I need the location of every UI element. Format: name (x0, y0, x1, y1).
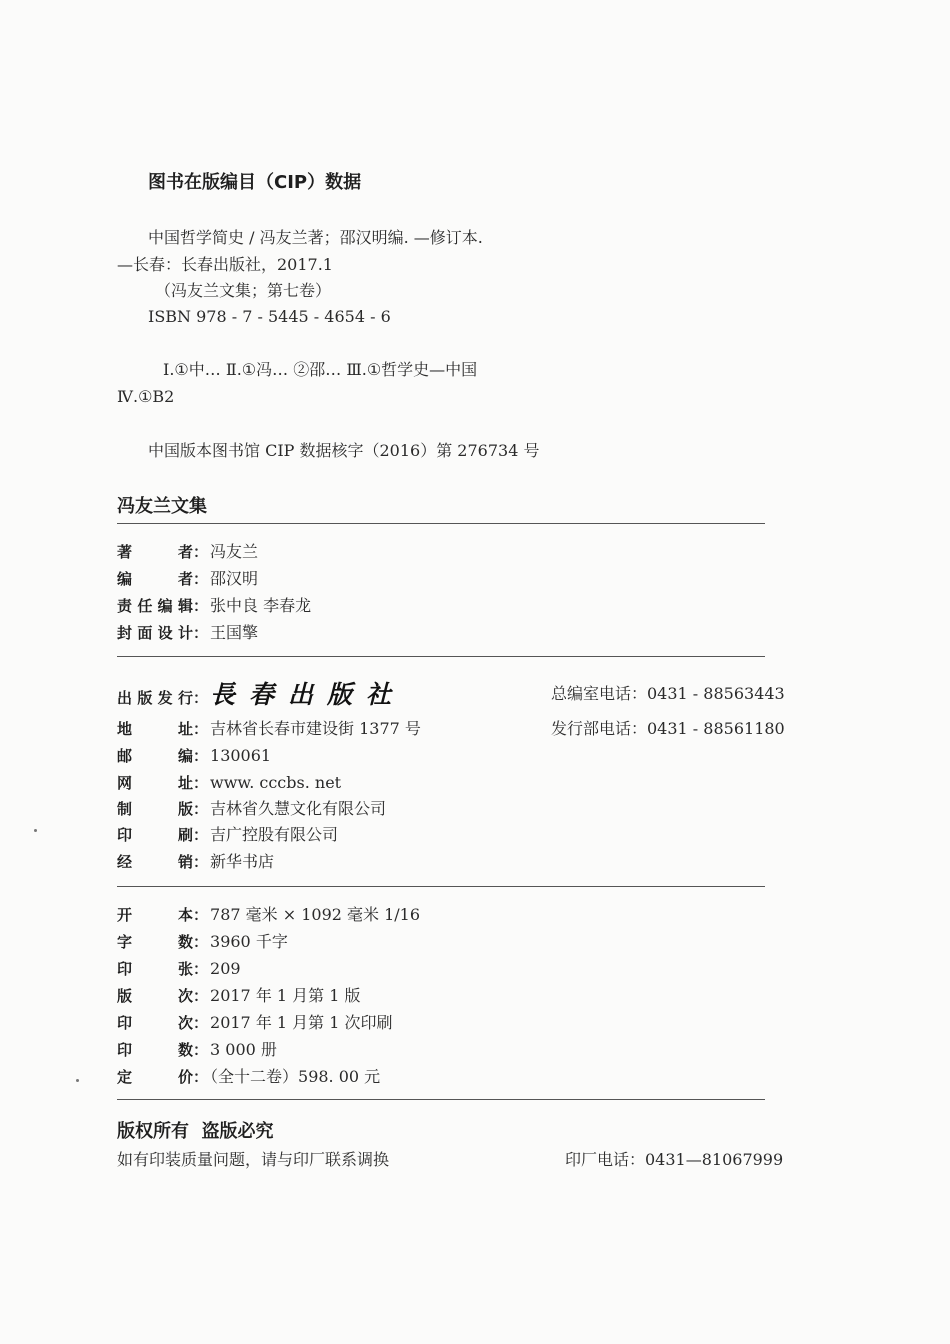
cip-series-line: （冯友兰文集；第七卷） (155, 281, 332, 300)
credit-label: 封面设计 (117, 624, 193, 642)
cip-isbn: ISBN 978 - 7 - 5445 - 4654 - 6 (148, 307, 391, 326)
info-value: 吉林省长春市建设街 1377 号 (210, 719, 421, 738)
spec-row (117, 931, 288, 953)
website-value: www. cccbs. net (210, 773, 342, 792)
cip-publisher-line: —长春：长春出版社，2017.1 (117, 255, 333, 274)
copyright-notice: 版权所有 盗版必究 (117, 1121, 274, 1142)
spec-value: 3 000 册 (210, 1040, 277, 1059)
spec-row (117, 1012, 393, 1034)
credit-value: 冯友兰 (210, 542, 259, 561)
colon: ： (193, 1014, 209, 1032)
spec-row (117, 985, 361, 1007)
publisher-info-row (117, 745, 271, 767)
spec-row (117, 904, 420, 926)
editor-phone: 总编室电话：0431 - 88563443 (551, 684, 785, 703)
info-value: 吉林省久慧文化有限公司 (210, 799, 387, 818)
divider (117, 1099, 765, 1100)
colon: ： (193, 774, 209, 792)
publisher-info-row (117, 824, 338, 846)
publisher-info-row (117, 718, 421, 740)
colon: ： (193, 543, 209, 561)
colon: ： (193, 689, 209, 707)
printer-phone: 印厂电话：0431—81067999 (565, 1150, 784, 1169)
colon: ： (193, 720, 209, 738)
spec-label: 版次 (117, 987, 193, 1005)
cip-title-line: 中国哲学简史 / 冯友兰著；邵汉明编. —修订本. (148, 228, 483, 247)
cip-classification: Ⅰ.①中… Ⅱ.①冯… ②邵… Ⅲ.①哲学史—中国 (163, 360, 478, 379)
price-value: （全十二卷）598. 00 元 (210, 1067, 381, 1086)
spec-label: 开本 (117, 906, 193, 924)
sales-phone: 发行部电话：0431 - 88561180 (551, 719, 785, 738)
spec-row (117, 958, 241, 980)
spec-value: 209 (210, 959, 241, 978)
credit-row (117, 595, 311, 617)
divider (117, 523, 765, 524)
spec-row (117, 1066, 380, 1088)
info-label: 印刷 (117, 826, 193, 844)
scan-speck (76, 1079, 79, 1082)
info-value: 130061 (210, 746, 272, 765)
colon: ： (193, 853, 209, 871)
colon: ： (193, 1068, 209, 1086)
colon: ： (193, 933, 209, 951)
spec-value: 787 毫米 × 1092 毫米 1/16 (210, 905, 421, 924)
scan-speck (34, 829, 37, 832)
colon: ： (193, 826, 209, 844)
publisher-row (117, 680, 405, 710)
colon: ： (193, 800, 209, 818)
spec-value: 3960 千字 (210, 932, 288, 951)
publisher-info-row (117, 798, 386, 820)
colon: ： (193, 1041, 209, 1059)
spec-row (117, 1039, 277, 1061)
publisher-name-calligraphy: 長春出版社 (210, 680, 406, 709)
colon: ： (193, 960, 209, 978)
info-label: 网址 (117, 774, 193, 792)
spec-value: 2017 年 1 月第 1 次印刷 (210, 1013, 393, 1032)
credit-value: 张中良 李春龙 (210, 596, 312, 615)
colon: ： (193, 597, 209, 615)
credit-label: 著者 (117, 543, 193, 561)
publisher-info-row (117, 851, 274, 873)
info-label: 邮编 (117, 747, 193, 765)
credit-label: 责任编辑 (117, 597, 193, 615)
colon: ： (193, 987, 209, 1005)
credit-row (117, 622, 258, 644)
info-value: 新华书店 (210, 852, 275, 871)
credit-label: 编者 (117, 570, 193, 588)
credit-row (117, 568, 258, 590)
divider (117, 886, 765, 887)
publisher-info-row (117, 772, 341, 794)
quality-notice: 如有印装质量问题，请与印厂联系调换 (117, 1150, 390, 1169)
spec-label: 字数 (117, 933, 193, 951)
cip-heading: 图书在版编目（CIP）数据 (148, 172, 362, 193)
spec-label: 印张 (117, 960, 193, 978)
credit-value: 邵汉明 (210, 569, 259, 588)
credit-row (117, 541, 258, 563)
publisher-label: 出版发行 (117, 689, 193, 707)
spec-label: 定价 (117, 1068, 193, 1086)
info-label: 经销 (117, 853, 193, 871)
spec-label: 印次 (117, 1014, 193, 1032)
cip-approval-number: 中国版本图书馆 CIP 数据核字（2016）第 276734 号 (148, 441, 540, 460)
credit-value: 王国擎 (210, 623, 259, 642)
colon: ： (193, 624, 209, 642)
colon: ： (193, 747, 209, 765)
spec-label: 印数 (117, 1041, 193, 1059)
spec-value: 2017 年 1 月第 1 版 (210, 986, 361, 1005)
info-value: 吉广控股有限公司 (210, 825, 339, 844)
info-label: 制版 (117, 800, 193, 818)
cip-classification-2: Ⅳ.①B2 (117, 387, 175, 406)
colon: ： (193, 906, 209, 924)
series-title: 冯友兰文集 (117, 496, 207, 517)
info-label: 地址 (117, 720, 193, 738)
divider (117, 656, 765, 657)
colon: ： (193, 570, 209, 588)
